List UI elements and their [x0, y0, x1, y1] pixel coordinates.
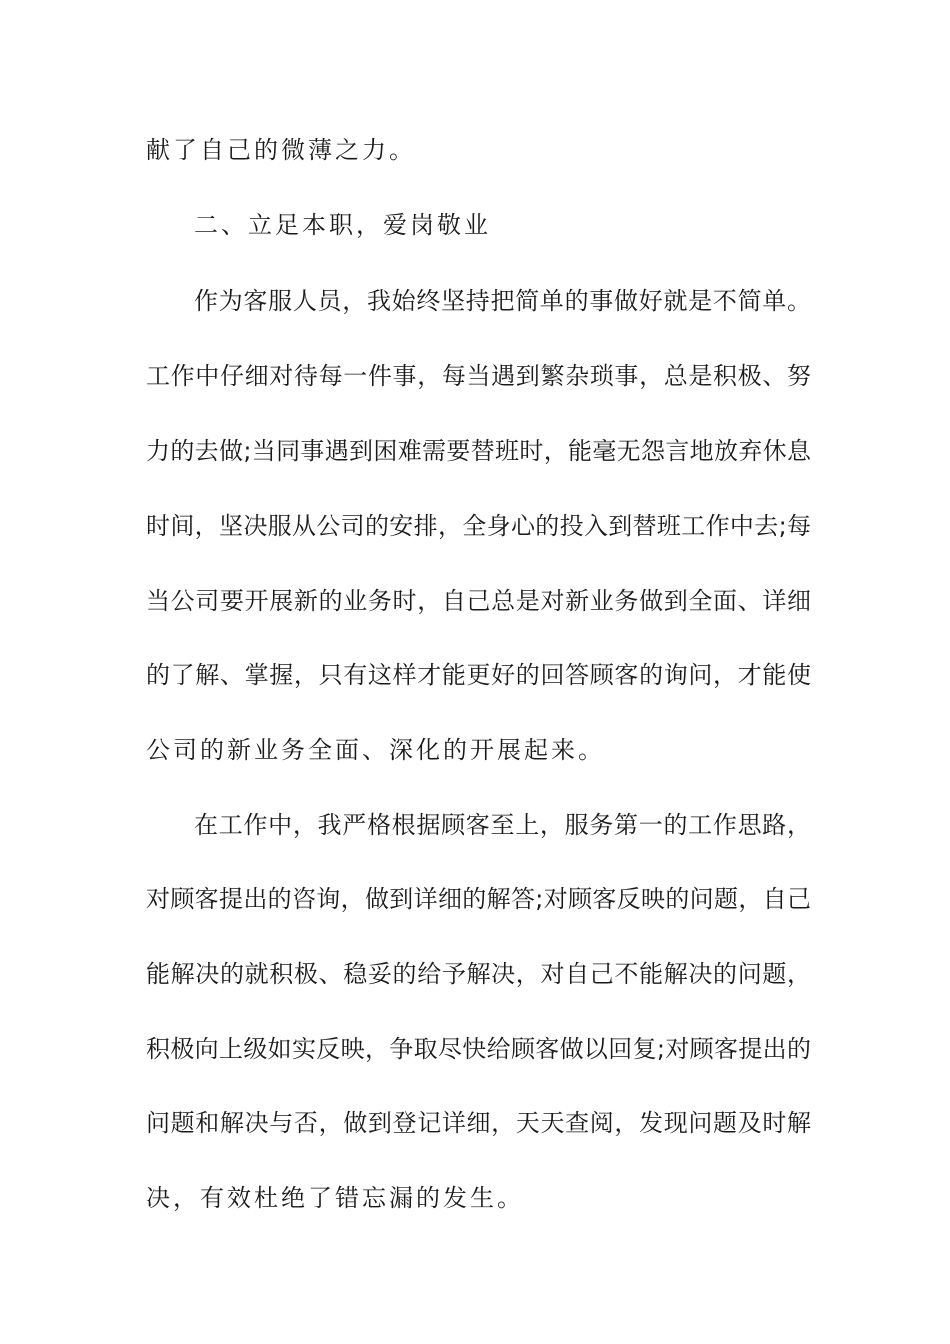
text-line-3: 作为客服人员，我始终坚持把简单的事做好就是不简单。: [194, 287, 811, 315]
text-line-10: 在工作中，我严格根据顾客至上，服务第一的工作思路，: [194, 811, 811, 839]
text-line-11: 对顾客提出的咨询，做到详细的解答;对顾客反映的问题，自己: [146, 885, 811, 913]
text-line-8: 的了解、掌握，只有这样才能更好的回答顾客的询问，才能使: [146, 661, 811, 689]
text-line-14: 问题和解决与否，做到登记详细，天天查阅，发现问题及时解: [146, 1109, 811, 1137]
text-line-15: 决，有效杜绝了错忘漏的发生。: [146, 1184, 524, 1212]
text-line-1: 献了自己的微薄之力。: [146, 136, 416, 164]
text-line-13: 积极向上级如实反映，争取尽快给顾客做以回复;对顾客提出的: [146, 1035, 811, 1063]
text-line-6: 时间，坚决服从公司的安排，全身心的投入到替班工作中去;每: [146, 512, 811, 540]
section-heading: 二、立足本职，爱岗敬业: [194, 211, 491, 239]
text-line-4: 工作中仔细对待每一件事，每当遇到繁杂琐事，总是积极、努: [146, 362, 811, 390]
text-line-9: 公司的新业务全面、深化的开展起来。: [146, 736, 605, 764]
text-line-5: 力的去做;当同事遇到困难需要替班时，能毫无怨言地放弃休息: [146, 437, 811, 465]
text-line-7: 当公司要开展新的业务时，自己总是对新业务做到全面、详细: [146, 587, 811, 615]
text-line-12: 能解决的就积极、稳妥的给予解决，对自己不能解决的问题，: [146, 960, 811, 988]
